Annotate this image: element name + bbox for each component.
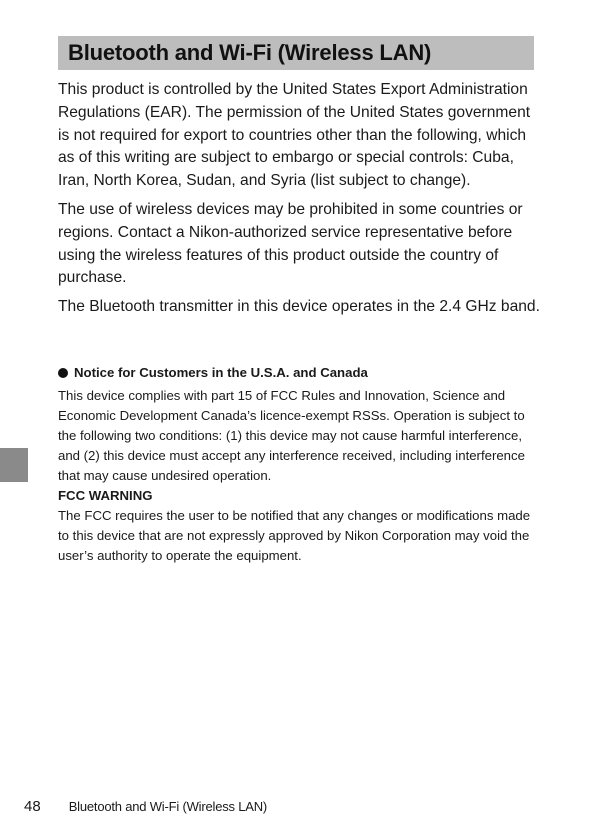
main-content (58, 79, 540, 325)
notice-heading (58, 364, 540, 382)
wireless-usage-paragraph: The use of wireless devices may be prohibited in some countries or regions. Contact a Nikon-authorized service representative before using the wireless features of this product outside the country of purchase. (58, 200, 523, 287)
notice-text: This device complies with part 15 of FCC Rules and Innovation, Science and Economic Development Canada’s licence-exempt RSSs. Operation is subject to the following two conditions: (1) this device may not cause harmful interference, and (2) this device must accept any interference received, including interference that may cause undesired operation. (58, 388, 525, 483)
footer-section-title: Bluetooth and Wi-Fi (Wireless LAN) (68, 799, 268, 814)
page-number: 48 (24, 798, 41, 815)
fcc-warning-heading: FCC WARNING (58, 488, 153, 503)
page-title: Bluetooth and Wi-Fi (Wireless LAN) (68, 40, 432, 65)
section-title-bar (58, 36, 534, 70)
export-regulation-paragraph: This product is controlled by the United States Export Administration Regulations (EAR). The permission of the United States government is not required for export to countries other than the following, which as of this writing are subject to embargo or special controls: Cuba, Iran, North Korea, Sudan, and Syria (list subject to change). (58, 81, 531, 190)
chapter-side-tab (0, 448, 28, 482)
notice-section (58, 364, 540, 566)
bullet-icon (58, 368, 68, 378)
bluetooth-band-paragraph: The Bluetooth transmitter in this device operates in the 2.4 GHz band. (58, 298, 540, 316)
notice-heading-text: Notice for Customers in the U.S.A. and Canada (74, 365, 368, 380)
page-footer (24, 798, 267, 815)
fcc-warning-text: The FCC requires the user to be notified that any changes or modifications made to this device that are not expressly approved by Nikon Corporation may void the user’s authority to operate the equipment. (58, 508, 531, 563)
